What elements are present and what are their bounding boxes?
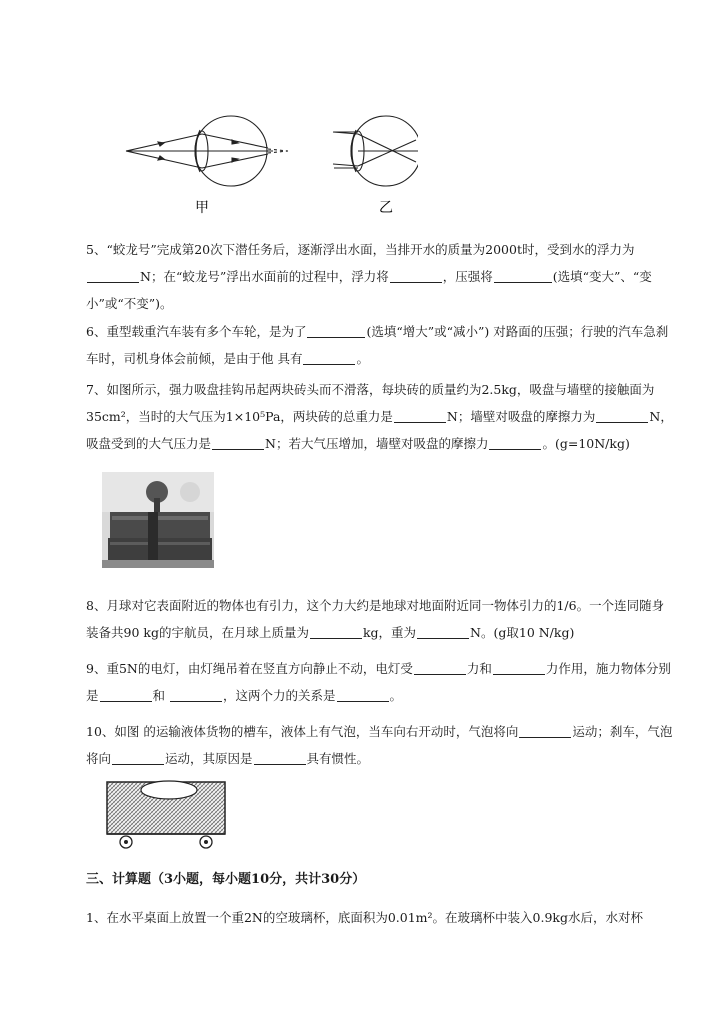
eye-left-label: 甲	[195, 200, 209, 216]
suction-cup-photo	[102, 472, 214, 568]
answer-blank[interactable]	[307, 323, 365, 338]
eye-diagram-right	[333, 116, 418, 186]
question-10: 10、如图 的运输液体货物的槽车，液体上有气泡，当车向右开动时，气泡将向 运动；刹车，气泡将向 运动，其原因是 具有惯性。	[86, 724, 673, 766]
answer-blank[interactable]	[212, 435, 264, 450]
truck-wheel-left	[120, 836, 132, 848]
answer-blank[interactable]	[394, 408, 446, 423]
truck-wheel-right	[200, 836, 212, 848]
answer-blank[interactable]	[303, 350, 355, 365]
section-3-heading: 三、计算题（3小题，每小题10分，共计30分）	[86, 872, 366, 887]
answer-blank[interactable]	[519, 723, 571, 738]
answer-blank[interactable]	[390, 268, 442, 283]
question-9-number: 9、	[86, 661, 107, 676]
answer-blank[interactable]	[417, 624, 469, 639]
answer-blank[interactable]	[170, 687, 222, 702]
question-9: 9、重5N的电灯，由灯绳吊着在竖直方向静止不动，电灯受 力和 力作用，施力物体分别是 和 ，这两个力的关系是 。	[86, 661, 671, 703]
answer-blank[interactable]	[254, 750, 306, 765]
calc-question-1-number: 1、	[86, 910, 107, 925]
question-7-number: 7、	[86, 382, 107, 397]
answer-blank[interactable]	[414, 660, 466, 675]
answer-blank[interactable]	[310, 624, 362, 639]
question-6: 6、重型载重汽车装有多个车轮，是为了 (选填“增大”或“减小”) 对路面的压强；行驶的汽车急刹车时，司机身体会前倾，是由于他 具有 。	[86, 324, 669, 366]
question-8-number: 8、	[86, 598, 107, 613]
eye-right-label: 乙	[379, 200, 393, 216]
eye-diagram-left	[126, 116, 288, 186]
answer-blank[interactable]	[100, 687, 152, 702]
eye-diagram-figure	[118, 108, 418, 218]
answer-blank[interactable]	[596, 408, 648, 423]
answer-blank[interactable]	[112, 750, 164, 765]
bubble	[141, 781, 197, 799]
answer-blank[interactable]	[494, 268, 552, 283]
calc-question-1: 1、在水平桌面上放置一个重2N的空玻璃杯，底面积为0.01m²。在玻璃杯中装入0.9kg水后，水对杯	[86, 910, 643, 925]
question-5-number: 5、	[86, 242, 107, 257]
answer-blank[interactable]	[337, 687, 389, 702]
question-5: 5、“蛟龙号”完成第20次下潜任务后，逐渐浮出水面，当排开水的质量为2000t时，受到水的浮力为N；在“蛟龙号”浮出水面前的过程中，浮力将 ，压强将 (选填“变大”、“变小”或“不变”)。	[86, 242, 652, 311]
parallel-rays	[334, 132, 358, 168]
tank-truck-figure	[104, 776, 230, 854]
answer-blank[interactable]	[489, 435, 541, 450]
answer-blank[interactable]	[87, 268, 139, 283]
question-10-number: 10、	[86, 724, 115, 739]
question-8: 8、月球对它表面附近的物体也有引力，这个力大约是地球对地面附近同一物体引力的1/6。一个连同随身装备共90 kg的宇航员，在月球上质量为 kg，重为 N。(g取10 N/kg)	[86, 598, 665, 640]
question-7: 7、如图所示，强力吸盘挂钩吊起两块砖头而不滑落，每块砖的质量约为2.5kg，吸盘与墙壁的接触面为35cm²，当时的大气压为1×10⁵Pa，两块砖的总重力是 N；墙壁对吸盘的摩擦力为 N，吸盘受到的大气压力是 N；若大气压增加，墙壁对吸盘的摩擦力 。(g=10N/kg)	[86, 382, 673, 451]
question-6-number: 6、	[86, 324, 107, 339]
answer-blank[interactable]	[493, 660, 545, 675]
